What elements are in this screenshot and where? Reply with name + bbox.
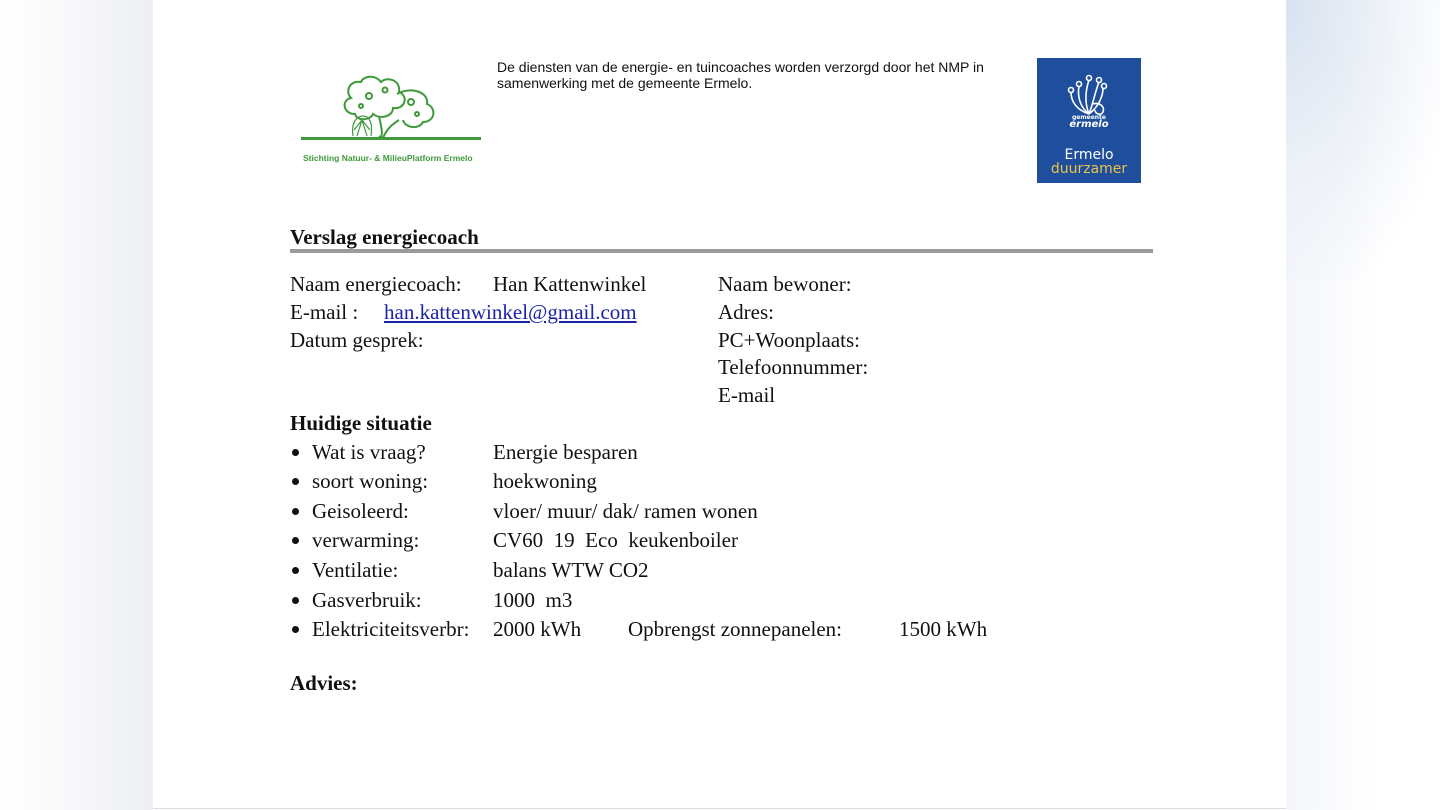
resident-email-label: E-mail <box>718 383 776 407</box>
coach-label: Naam energiecoach: <box>290 272 462 296</box>
bullet <box>292 508 299 515</box>
situation-label: Ventilatie: <box>312 558 399 582</box>
peacock-icon <box>1063 68 1115 118</box>
report-title: Verslag energiecoach <box>290 225 479 249</box>
bullet <box>292 597 299 604</box>
bullet <box>292 626 299 633</box>
resident-phone-label: Telefoonnummer: <box>718 355 869 379</box>
resident-name-label: Naam bewoner: <box>718 272 852 296</box>
situation-value: 2000 kWh <box>493 617 582 641</box>
situation-label: soort woning: <box>312 469 429 493</box>
situation-value: vloer/ muur/ dak/ ramen wonen <box>493 499 758 523</box>
duurzamer-word: duurzamer <box>1050 161 1128 177</box>
situation-label: Geisoleerd: <box>312 499 409 523</box>
header-note <box>497 59 1017 91</box>
solar-yield-label: Opbrengst zonnepanelen: <box>628 617 843 641</box>
ermelo-small-top: gemeente <box>1072 114 1106 121</box>
left-backdrop <box>0 0 153 810</box>
date-label: Datum gesprek: <box>290 328 424 352</box>
situation-value: 1000 m3 <box>493 588 573 612</box>
title-divider <box>290 249 1153 253</box>
document-page <box>153 0 1286 809</box>
solar-yield-value: 1500 kWh <box>899 617 988 641</box>
ermelo-word: Ermelo <box>1064 147 1114 163</box>
right-backdrop <box>1286 0 1440 810</box>
bullet <box>292 478 299 485</box>
bullet <box>292 449 299 456</box>
situation-label: verwarming: <box>312 528 420 552</box>
email-label: E-mail : <box>290 300 359 324</box>
situation-label: Gasverbruik: <box>312 588 422 612</box>
situation-label: Elektriciteitsverbr: <box>312 617 470 641</box>
situation-value: hoekwoning <box>493 469 597 493</box>
nmp-caption: Stichting Natuur- & MilieuPlatform Ermelo <box>303 153 473 163</box>
situation-value: balans WTW CO2 <box>493 558 649 582</box>
advice-heading: Advies: <box>290 671 358 695</box>
resident-address-label: Adres: <box>718 300 774 324</box>
situation-heading: Huidige situatie <box>290 411 432 435</box>
coach-email-link[interactable]: han.kattenwinkel@gmail.com <box>384 300 637 324</box>
situation-value: Energie besparen <box>493 440 638 464</box>
coach-name: Han Kattenwinkel <box>493 272 647 296</box>
header-note-line: samenwerking met de gemeente Ermelo. <box>497 75 753 91</box>
situation-value: CV60 19 Eco keukenboiler <box>493 528 738 552</box>
bullet <box>292 537 299 544</box>
situation-label: Wat is vraag? <box>312 440 426 464</box>
ermelo-duurzamer-logo <box>1037 58 1141 183</box>
resident-postcode-label: PC+Woonplaats: <box>718 328 860 352</box>
bullet <box>292 567 299 574</box>
header-note-line: De diensten van de energie- en tuincoaches worden verzorgd door het NMP in <box>497 59 984 75</box>
ermelo-small-bottom: ermelo <box>1069 119 1109 130</box>
